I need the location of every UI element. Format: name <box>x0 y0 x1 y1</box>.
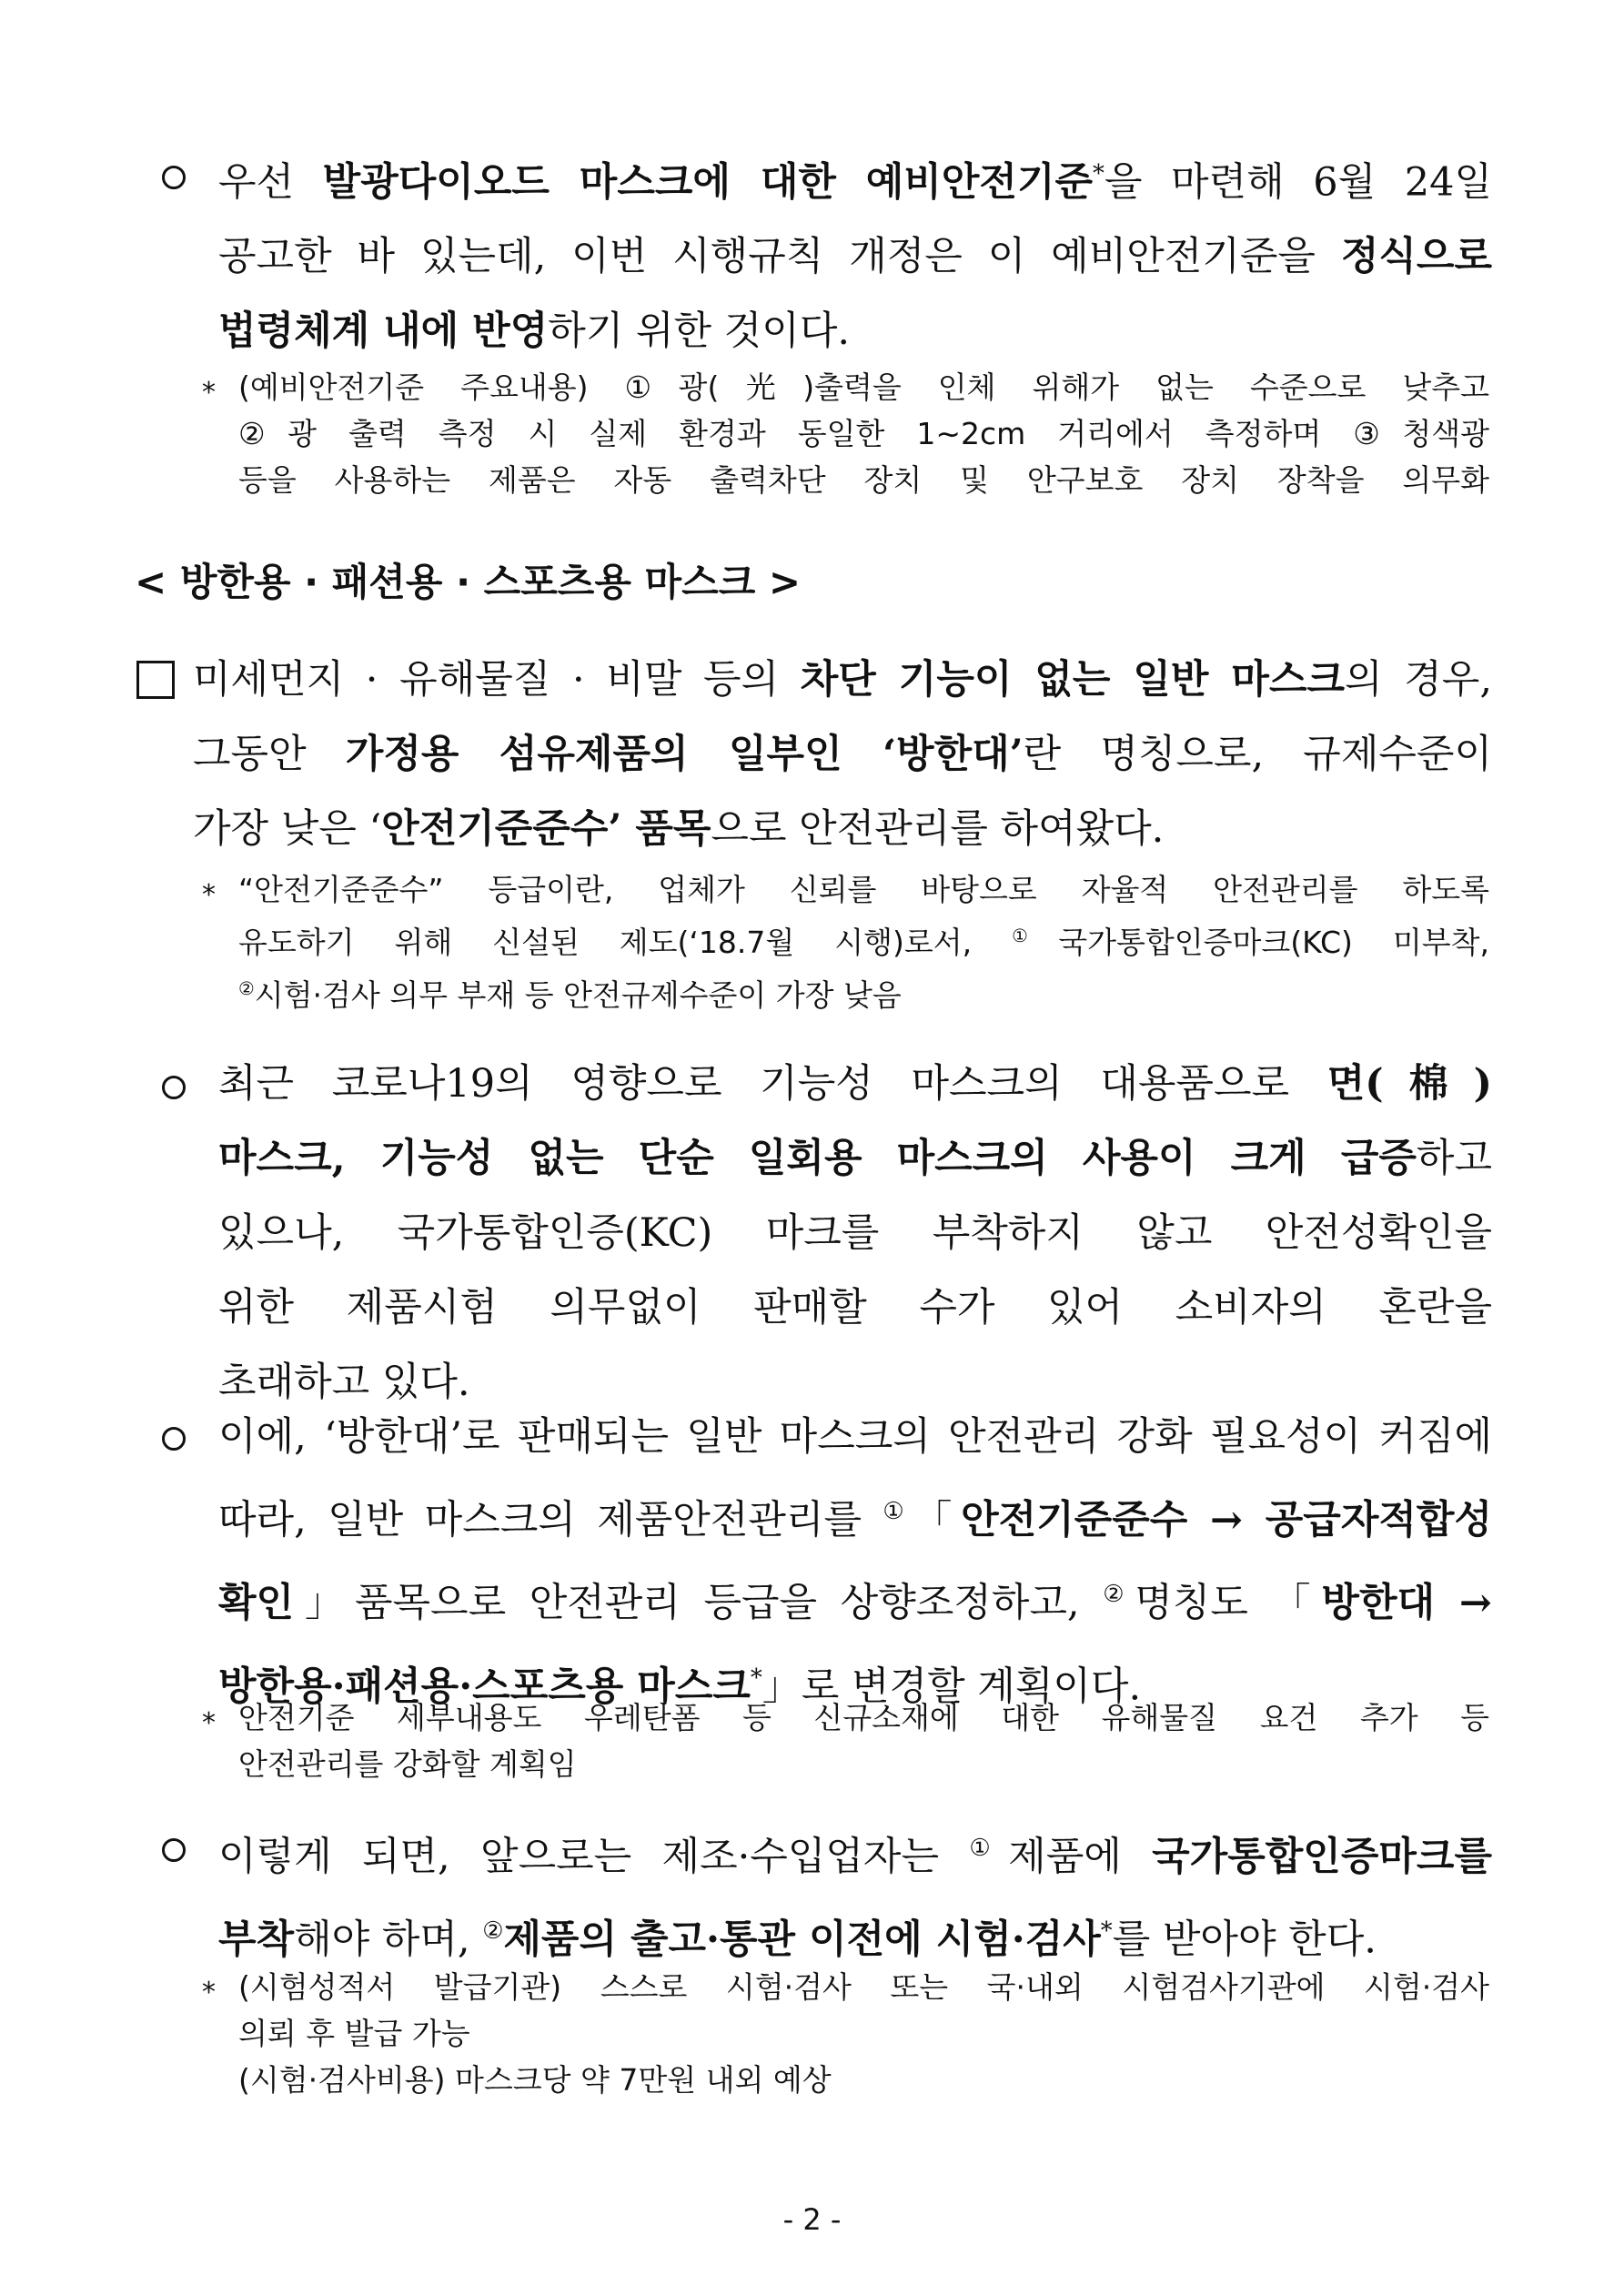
paragraph-general-mask: 미세먼지 · 유해물질 · 비말 등의 차단 기능이 없는 일반 마스크의 경우, 그동안 가정용 섬유제품의 일부인 ‘방한대’란 명칭으로, 규제수준이 가장 낮은 ‘안전기준준수’ 품목으로 안전관리를 하여왔다. <box>193 657 1492 852</box>
footnote-safety-grade: “안전기준준수” 등급이란, 업체가 신뢰를 바탕으로 자율적 안전관리를 하도록 유도하기 위해 신설된 제도(‘18.7월 시행)로서, ①국가통합인증마크(KC) 미부착, ②시험·검사 의무 부재 등 안전규제수준이 가장 낮음 <box>238 872 1490 1013</box>
footnote-star: * <box>202 879 216 911</box>
page-number: - 2 - <box>782 2202 842 2237</box>
paragraph-manufacturer-duty: 이렇게 되면, 앞으로는 제조·수입업자는 ①제품에 국가통합인증마크를 부착해야 하며, ②제품의 출고·통관 이전에 시험·검사*를 받아야 한다. <box>218 1834 1492 1963</box>
section-heading: < 방한용 · 패션용 · 스포츠용 마스크 > <box>135 560 802 604</box>
footnote-star: * <box>202 377 216 409</box>
paragraph-led-mask: 우선 발광다이오드 마스크에 대한 예비안전기준*을 마련해 6월 24일 공고한 바 있는데, 이번 시행규칙 개정은 이 예비안전기준을 정식으로 법령체계 내에 반영하기 위한 것이다. <box>218 159 1492 355</box>
footnote-star: * <box>202 1707 216 1739</box>
square-bullet <box>136 661 175 699</box>
paragraph-covid-mask: 최근 코로나19의 영향으로 기능성 마스크의 대용품으로 면(棉) 마스크, 기능성 없는 단순 일회용 마스크의 사용이 크게 급증하고 있으나, 국가통합인증(KC) 마크를 부착하지 않고 안전성확인을 위한 제품시험 의무없이 판매할 수가 있어 소비자의 혼란을 초래하고 있다. <box>218 1061 1492 1405</box>
footnote-star: * <box>202 1977 216 2008</box>
circle-bullet <box>162 1838 186 1862</box>
circle-bullet <box>162 1427 186 1451</box>
footnote-preliminary-standard: (예비안전기준 주요내용) ①광(光)출력을 인체 위해가 없는 수준으로 낮추고 ②광 출력 측정 시 실제 환경과 동일한 1∼2cm 거리에서 측정하며 ③청색광 등을 사용하는 제품은 자동 출력차단 장치 및 안구보호 장치 장착을 의무화 <box>238 369 1489 498</box>
footnote-detailed-standard: 안전기준 세부내용도 우레탄폼 등 신규소재에 대한 유해물질 요건 추가 등 안전관리를 강화할 계획임 <box>238 1700 1489 1782</box>
circle-bullet <box>162 1076 186 1099</box>
paragraph-upgrade-plan: 이에, ‘방한대’로 판매되는 일반 마스크의 안전관리 강화 필요성이 커짐에 따라, 일반 마스크의 제품안전관리를 ①「안전기준준수 → 공급자적합성 확인」품목으로 안전관리 등급을 상향조정하고, ②명칭도 「방한대 → 방한용·패션용·스포츠용 마스크*」로 변경할 계획이다. <box>218 1414 1492 1709</box>
footnote-test-report: (시험성적서 발급기관) 스스로 시험·검사 또는 국·내외 시험검사기관에 시험·검사 의뢰 후 발급 가능 (시험·검사비용) 마스크당 약 7만원 내외 예상 <box>238 1969 1489 2098</box>
circle-bullet <box>162 166 186 189</box>
